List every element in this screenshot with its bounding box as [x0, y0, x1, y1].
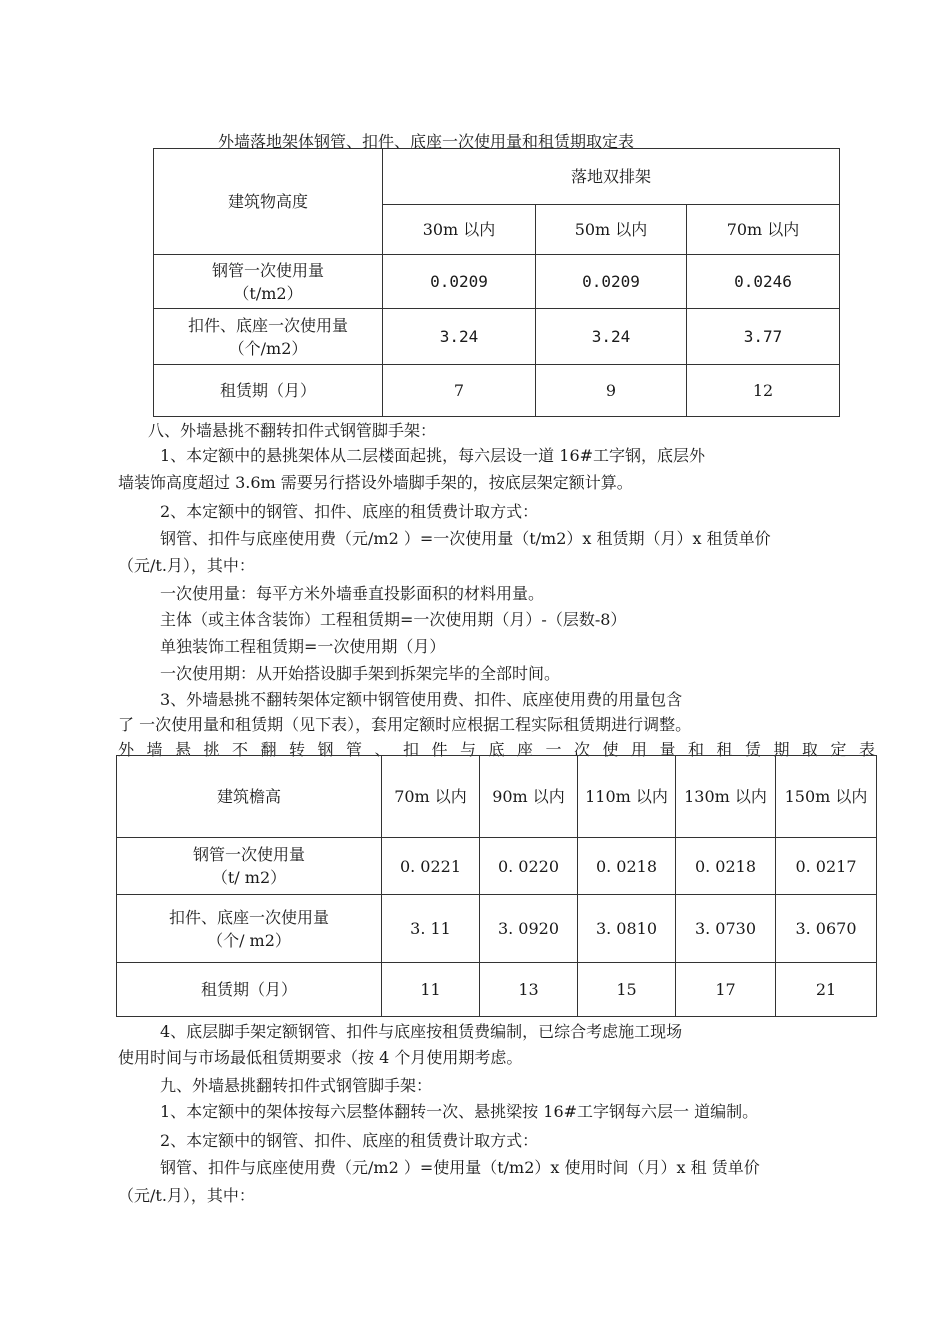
- table-cell: 3. 0730: [676, 895, 776, 963]
- row-label: 扣件、底座一次使用量 （个/ m2）: [117, 895, 382, 963]
- table-row: [154, 309, 840, 365]
- table-cell: 11: [382, 963, 480, 1017]
- table2-col-header: 90m 以内: [480, 756, 578, 838]
- table2-col-header: 110m 以内: [578, 756, 676, 838]
- table2: [116, 755, 877, 1017]
- table-cell: 3.24: [536, 309, 687, 365]
- table1-caption: 外墙落地架体钢管、扣件、底座一次使用量和租赁期取定表: [218, 132, 635, 151]
- table-cell: 0. 0217: [776, 838, 877, 895]
- table-cell: 0.0246: [687, 255, 840, 309]
- formula: （元/t.月），其中：: [118, 1186, 255, 1205]
- formula: 钢管、扣件与底座使用费（元/m2 ）=使用量（t/m2）x 使用时间（月）x 租 赁单价: [160, 1158, 760, 1177]
- table-cell: 12: [687, 365, 840, 417]
- table-cell: 9: [536, 365, 687, 417]
- table2-header-left: 建筑檐高: [117, 756, 382, 838]
- table1-header-left: 建筑物高度: [154, 149, 383, 255]
- paragraph: 3、外墙悬挑不翻转架体定额中钢管使用费、扣件、底座使用费的用量包含: [160, 690, 683, 709]
- table-cell: 0. 0220: [480, 838, 578, 895]
- table-row: [117, 895, 877, 963]
- table-cell: 0. 0221: [382, 838, 480, 895]
- table-cell: 13: [480, 963, 578, 1017]
- definition: 单独装饰工程租赁期=一次使用期（月）: [160, 637, 446, 656]
- paragraph: 墙装饰高度超过 3.6m 需要另行搭设外墙脚手架的，按底层架定额计算。: [118, 473, 633, 492]
- paragraph: 2、本定额中的钢管、扣件、底座的租赁费计取方式：: [160, 1131, 539, 1150]
- table-cell: 3. 0670: [776, 895, 877, 963]
- table-cell: 15: [578, 963, 676, 1017]
- definition: 主体（或主体含装饰）工程租赁期=一次使用期（月）-（层数-8）: [160, 610, 627, 629]
- paragraph: 了 一次使用量和租赁期（见下表），套用定额时应根据工程实际租赁期进行调整。: [118, 715, 692, 734]
- table1-col-header: 70m 以内: [687, 205, 840, 255]
- table-cell: 3.77: [687, 309, 840, 365]
- row-label: 钢管一次使用量 （t/m2）: [154, 255, 383, 309]
- formula: （元/t.月），其中：: [118, 556, 255, 575]
- table-row: [154, 365, 840, 417]
- table2-caption: 外墙悬挑不翻转钢管、扣件与底座一次使用量和租赁期取定表: [118, 740, 875, 759]
- table-row: [154, 255, 840, 309]
- table-cell: 0. 0218: [578, 838, 676, 895]
- paragraph: 2、本定额中的钢管、扣件、底座的租赁费计取方式：: [160, 502, 539, 521]
- table-cell: 3.24: [383, 309, 536, 365]
- table-cell: 3. 0920: [480, 895, 578, 963]
- table2-col-header: 130m 以内: [676, 756, 776, 838]
- definition: 一次使用期：从开始搭设脚手架到拆架完毕的全部时间。: [160, 664, 561, 683]
- table-cell: 0.0209: [536, 255, 687, 309]
- table1-header-group: 落地双排架: [383, 149, 840, 205]
- row-label: 扣件、底座一次使用量 （个/m2）: [154, 309, 383, 365]
- table2-col-header: 70m 以内: [382, 756, 480, 838]
- table-cell: 3. 0810: [578, 895, 676, 963]
- formula: 钢管、扣件与底座使用费（元/m2 ）=一次使用量（t/m2）x 租赁期（月）x 租赁单价: [160, 529, 771, 548]
- paragraph: 1、本定额中的悬挑架体从二层楼面起挑，每六层设一道 16#工字钢，底层外: [160, 446, 706, 465]
- table-cell: 3. 11: [382, 895, 480, 963]
- table-cell: 0. 0218: [676, 838, 776, 895]
- table-cell: 17: [676, 963, 776, 1017]
- section9-heading: 九、外墙悬挑翻转扣件式钢管脚手架：: [160, 1076, 433, 1095]
- row-label: 租赁期（月）: [117, 963, 382, 1017]
- table-row: [117, 838, 877, 895]
- paragraph: 1、本定额中的架体按每六层整体翻转一次、悬挑梁按 16#工字钢每六层一 道编制。: [160, 1102, 759, 1121]
- table-row: [117, 963, 877, 1017]
- table1-col-header: 50m 以内: [536, 205, 687, 255]
- table2-col-header: 150m 以内: [776, 756, 877, 838]
- table1-col-header: 30m 以内: [383, 205, 536, 255]
- table-cell: 21: [776, 963, 877, 1017]
- row-label: 钢管一次使用量 （t/ m2）: [117, 838, 382, 895]
- section8-heading: 八、外墙悬挑不翻转扣件式钢管脚手架：: [148, 421, 437, 440]
- row-label: 租赁期（月）: [154, 365, 383, 417]
- paragraph: 4、底层脚手架定额钢管、扣件与底座按租赁费编制，已综合考虑施工现场: [160, 1022, 683, 1041]
- definition: 一次使用量：每平方米外墙垂直投影面积的材料用量。: [160, 584, 545, 603]
- table1: [153, 148, 840, 417]
- paragraph: 使用时间与市场最低租赁期要求（按 4 个月使用期考虑。: [118, 1048, 523, 1067]
- table-cell: 7: [383, 365, 536, 417]
- table-cell: 0.0209: [383, 255, 536, 309]
